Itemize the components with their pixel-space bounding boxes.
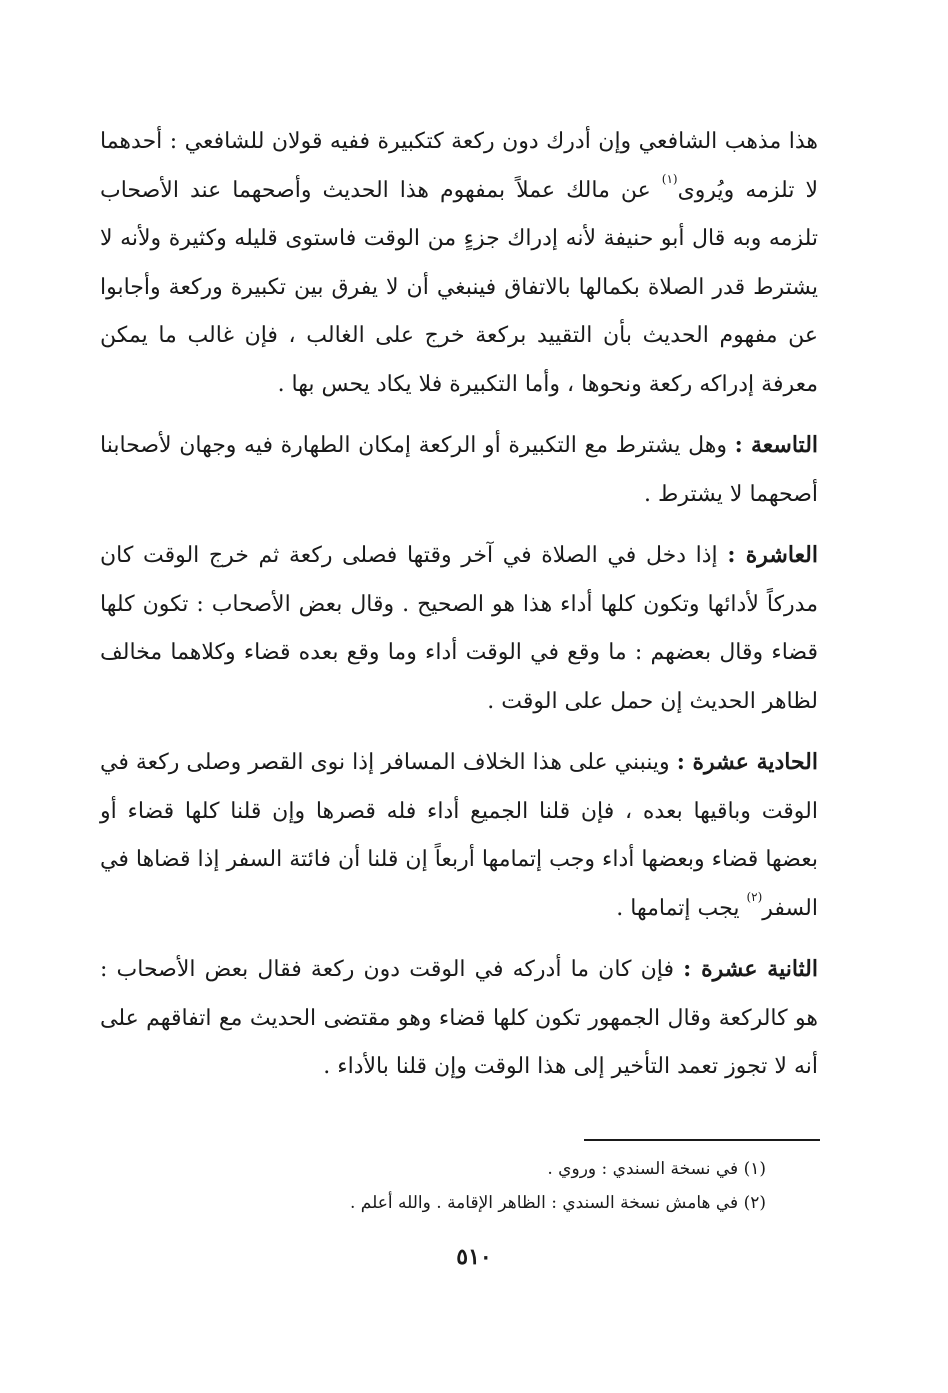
footnote-divider: [584, 1139, 820, 1141]
footnotes: [200, 1152, 766, 1220]
paragraph-text: هذا مذهب الشافعي وإن أدرك دون ركعة كتكبيرة ففيه قولان للشافعي : أحدهما لا تلزمه ويُروى: [100, 129, 818, 203]
paragraph: [100, 945, 818, 1092]
paragraph-text: عن مالك عملاً بمفهوم هذا الحديث وأصحهما عند الأصحاب تلزمه وبه قال أبو حنيفة لأنه إدراك جزءٍ من الوقت فاستوى قليله وكثيرة ولأنه لا يشترط قدر الصلاة بكمالها بالاتفاق فينبغي أن لا يفرق بين تكبيرة وركعة وأجابوا عن مفهوم الحديث بأن التقييد بركعة خرج على الغالب ، فإن غالب ما يمكن معرفة إدراكه ركعة ونحوها ، وأما التكبيرة فلا يكاد يحس بها .: [100, 177, 818, 397]
footnote: (١) في نسخة السندي : وروي .: [547, 1159, 766, 1179]
paragraph-heading: الثانية عشرة :: [683, 956, 818, 982]
footnote-ref: (١): [661, 171, 678, 186]
paragraph: [100, 421, 818, 519]
paragraph-text: وهل يشترط مع التكبيرة أو الركعة إمكان الطهارة فيه وجهان لأصحابنا أصحهما لا يشترط .: [100, 433, 818, 507]
paragraph: [100, 118, 818, 409]
paragraph-text: يجب إتمامها .: [616, 895, 747, 921]
page-body: [100, 118, 818, 1104]
footnote-ref: (٢): [746, 889, 763, 904]
footnote: (٢) في هامش نسخة السندي : الظاهر الإقامة . والله أعلم .: [349, 1193, 766, 1213]
paragraph-heading: الحادية عشرة :: [676, 749, 818, 775]
paragraph-text: إذا دخل في الصلاة في آخر وقتها فصلى ركعة ثم خرج الوقت كان مدركاً لأدائها وتكون كلها أداء هذا هو الصحيح . وقال بعض الأصحاب : تكون كلها قضاء وقال بعضهم : ما وقع في الوقت أداء وما وقع بعده قضاء وكلاهما مخالف لظاهر الحديث إن حمل على الوقت .: [100, 543, 818, 714]
paragraph-text: وينبني على هذا الخلاف المسافر إذا نوى القصر وصلى ركعة في الوقت وباقيها بعده ، فإن قلنا الجميع أداء فله قصرها وإن قلنا كلها قضاء أو بعضها قضاء وبعضها أداء وجب إتمامها أربعاً إن قلنا أن فائتة السفر إذا قضاها في السفر: [100, 750, 818, 921]
paragraph-heading: التاسعة :: [734, 432, 819, 458]
page-number: ٥١٠: [456, 1244, 492, 1270]
paragraph: [100, 738, 818, 933]
paragraph-text: فإن كان ما أدركه في الوقت دون ركعة فقال بعض الأصحاب : هو كالركعة وقال الجمهور تكون كلها قضاء وهو مقتضى الحديث مع اتفاقهم على أنه لا تجوز تعمد التأخير إلى هذا الوقت وإن قلنا بالأداء .: [100, 957, 818, 1079]
paragraph: [100, 531, 818, 726]
paragraph-heading: العاشرة :: [727, 542, 818, 568]
